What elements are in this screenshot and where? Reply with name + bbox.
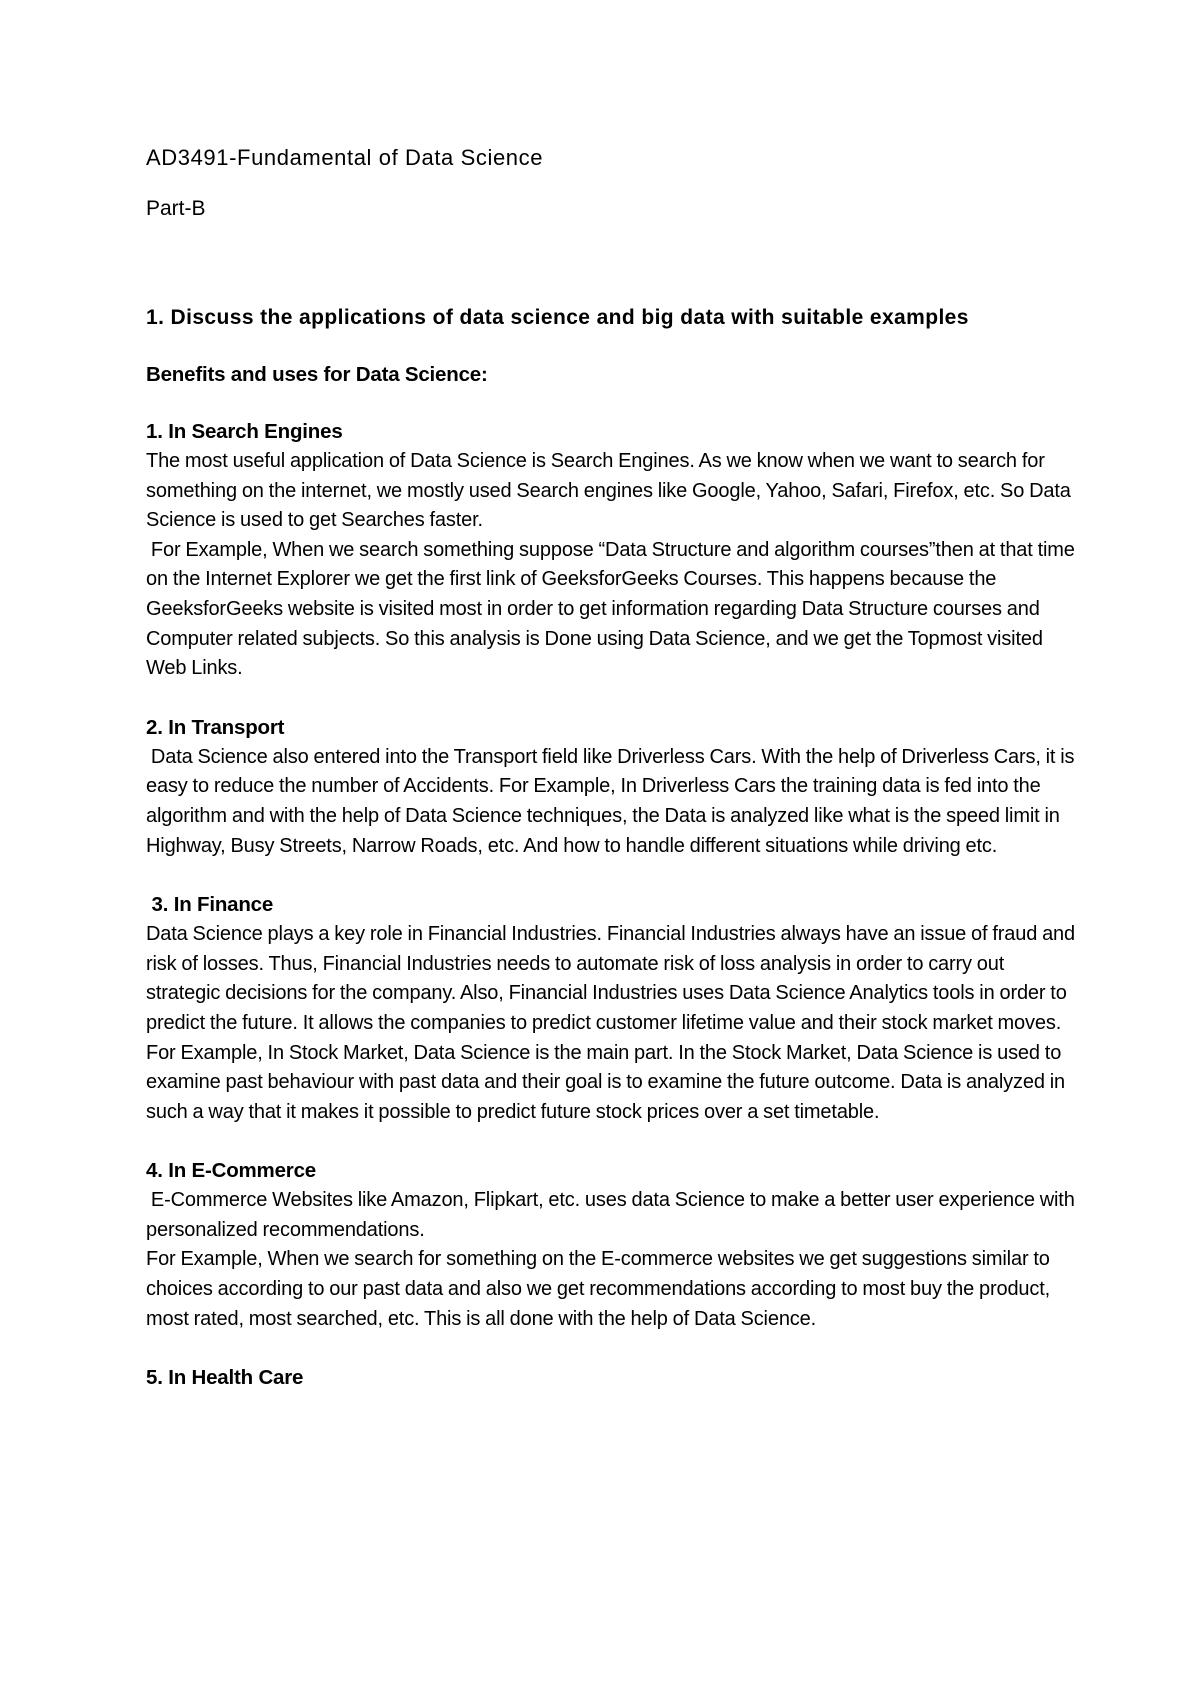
section-finance: [146, 890, 1076, 1127]
section-health-care: [146, 1363, 1076, 1393]
section-heading: 5. In Health Care: [146, 1366, 304, 1390]
section-heading: 4. In E-Commerce: [146, 1159, 316, 1183]
section-paragraph: Data Science also entered into the Transport field like Driverless Cars. With the help of Driverless Cars, it is easy to reduce the number of Accidents. For Example, In Driverless Cars the training data is fed into the algorithm and with the help of Data Science techniques, the Data is analyzed like what is the speed limit in Highway, Busy Streets, Narrow Roads, etc. And how to handle different situations while driving etc.: [146, 745, 1080, 857]
section-heading: 2. In Transport: [146, 715, 285, 739]
section-paragraph: For Example, When we search something suppose “Data Structure and algorithm courses”then at that time on the Internet Explorer we get the first link of GeeksforGeeks Courses. This happens because the GeeksforGeeks website is visited most in order to get information regarding Data Structure courses and Computer related subjects. So this analysis is Done using Data Science, and we get the Topmost visited Web Links.: [146, 538, 1080, 680]
question-heading: 1. Discuss the applications of data science and big data with suitable examples: [146, 306, 969, 329]
section-paragraph: For Example, When we search for something on the E-commerce websites we get suggestions similar to choices according to our past data and also we get recommendations according to most buy the product, most rated, most searched, etc. This is all done with the help of Data Science.: [146, 1248, 1051, 1330]
section-ecommerce: [146, 1156, 1080, 1334]
section-paragraph: E-Commerce Websites like Amazon, Flipkart, etc. uses data Science to make a better user experience with personalized recommendations.: [146, 1189, 1080, 1241]
document-content: [146, 142, 1080, 1393]
section-heading: 3. In Finance: [146, 893, 274, 917]
section-search-engines: [146, 417, 1080, 684]
benefits-heading: Benefits and uses for Data Science:: [146, 363, 488, 386]
section-paragraph: Data Science plays a key role in Financial Industries. Financial Industries always have an issue of fraud and risk of losses. Thus, Financial Industries needs to automate risk of loss analysis in order to carry out strategic decisions for the company. Also, Financial Industries uses Data Science Analytics tools in order to predict the future. It allows the companies to predict customer lifetime value and their stock market moves. For Example, In Stock Market, Data Science is the main part. In the Stock Market, Data Science is used to examine past behaviour with past data and their goal is to examine the future outcome. Data is analyzed in such a way that it makes it possible to predict future stock prices over a set timetable.: [146, 923, 1075, 1123]
section-heading: 1. In Search Engines: [146, 420, 343, 443]
document-title: AD3491-Fundamental of Data Science: [146, 145, 544, 170]
section-paragraph: The most useful application of Data Science is Search Engines. As we know when we want to search for something on the internet, we mostly used Search engines like Google, Yahoo, Safari, Firefox, etc. So Data Science is used to get Searches faster.: [146, 450, 1071, 532]
part-label: Part-B: [146, 197, 206, 220]
section-transport: [146, 713, 1080, 861]
